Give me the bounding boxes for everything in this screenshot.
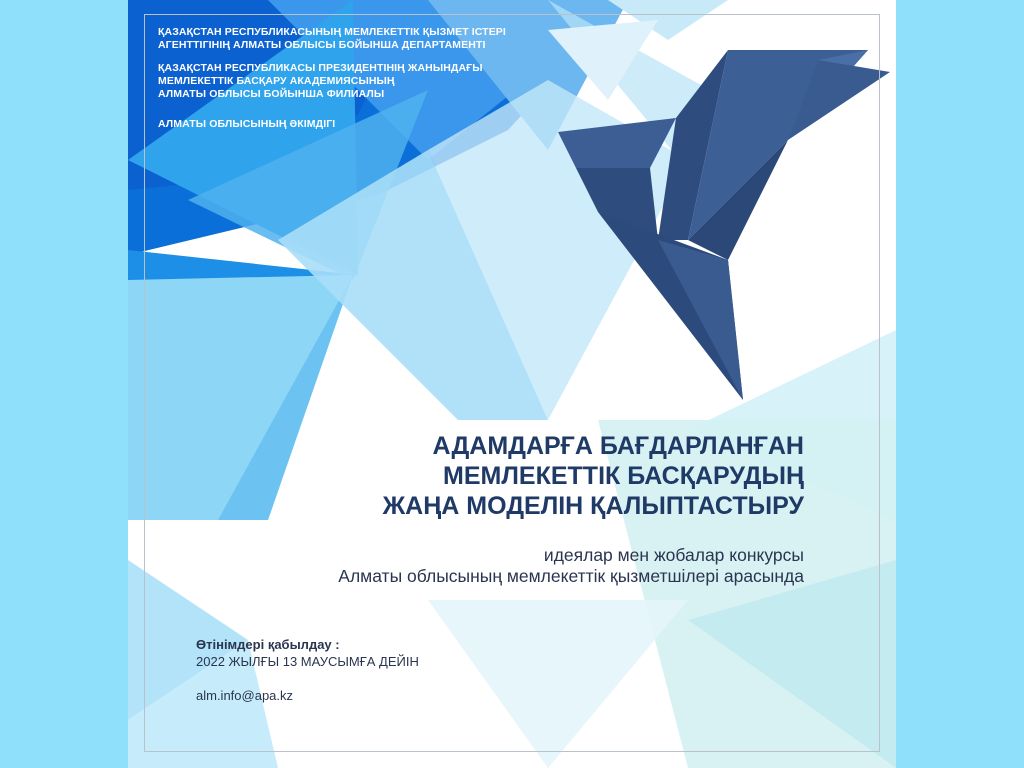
headline-line: АДАМДАРҒА БАҒДАРЛАНҒАН: [432, 432, 804, 460]
contact-email[interactable]: alm.info@apa.kz: [196, 688, 294, 703]
poster: [128, 0, 896, 768]
organization-academy: [158, 62, 483, 101]
deadline-label: Өтінімдері қабылдау :: [196, 637, 340, 652]
poster-headline: [383, 431, 804, 521]
deadline-block: [196, 636, 419, 670]
poster-subtitle: [338, 545, 804, 587]
org-line: ҚАЗАҚСТАН РЕСПУБЛИКАСЫ ПРЕЗИДЕНТІНІҢ ЖАНЫНДАҒЫ: [158, 62, 483, 74]
org-line: АЛМАТЫ ОБЛЫСЫНЫҢ ӘКІМДІГІ: [158, 118, 336, 130]
headline-line: ЖАҢА МОДЕЛІН ҚАЛЫПТАСТЫРУ: [382, 492, 804, 520]
org-line: ҚАЗАҚСТАН РЕСПУБЛИКАСЫНЫҢ МЕМЛЕКЕТТІК ҚЫЗМЕТ ІСТЕРІ: [158, 26, 506, 38]
organization-department: [158, 26, 506, 52]
subtitle-line: идеялар мен жобалар конкурсы: [543, 545, 804, 565]
org-line: МЕМЛЕКЕТТІК БАСҚАРУ АКАДЕМИЯСЫНЫҢ: [158, 75, 395, 87]
deadline-value: 2022 ЖЫЛҒЫ 13 МАУСЫМҒА ДЕЙІН: [196, 654, 419, 669]
org-line: АЛМАТЫ ОБЛЫСЫ БОЙЫНША ФИЛИАЛЫ: [158, 88, 385, 100]
org-line: АГЕНТТІГІНІҢ АЛМАТЫ ОБЛЫСЫ БОЙЫНША ДЕПАРТАМЕНТІ: [158, 39, 486, 51]
subtitle-line: Алматы облысының мемлекеттік қызметшілері арасында: [338, 566, 804, 586]
headline-line: МЕМЛЕКЕТТІК БАСҚАРУДЫҢ: [443, 462, 804, 490]
organization-akimat: [158, 118, 335, 131]
